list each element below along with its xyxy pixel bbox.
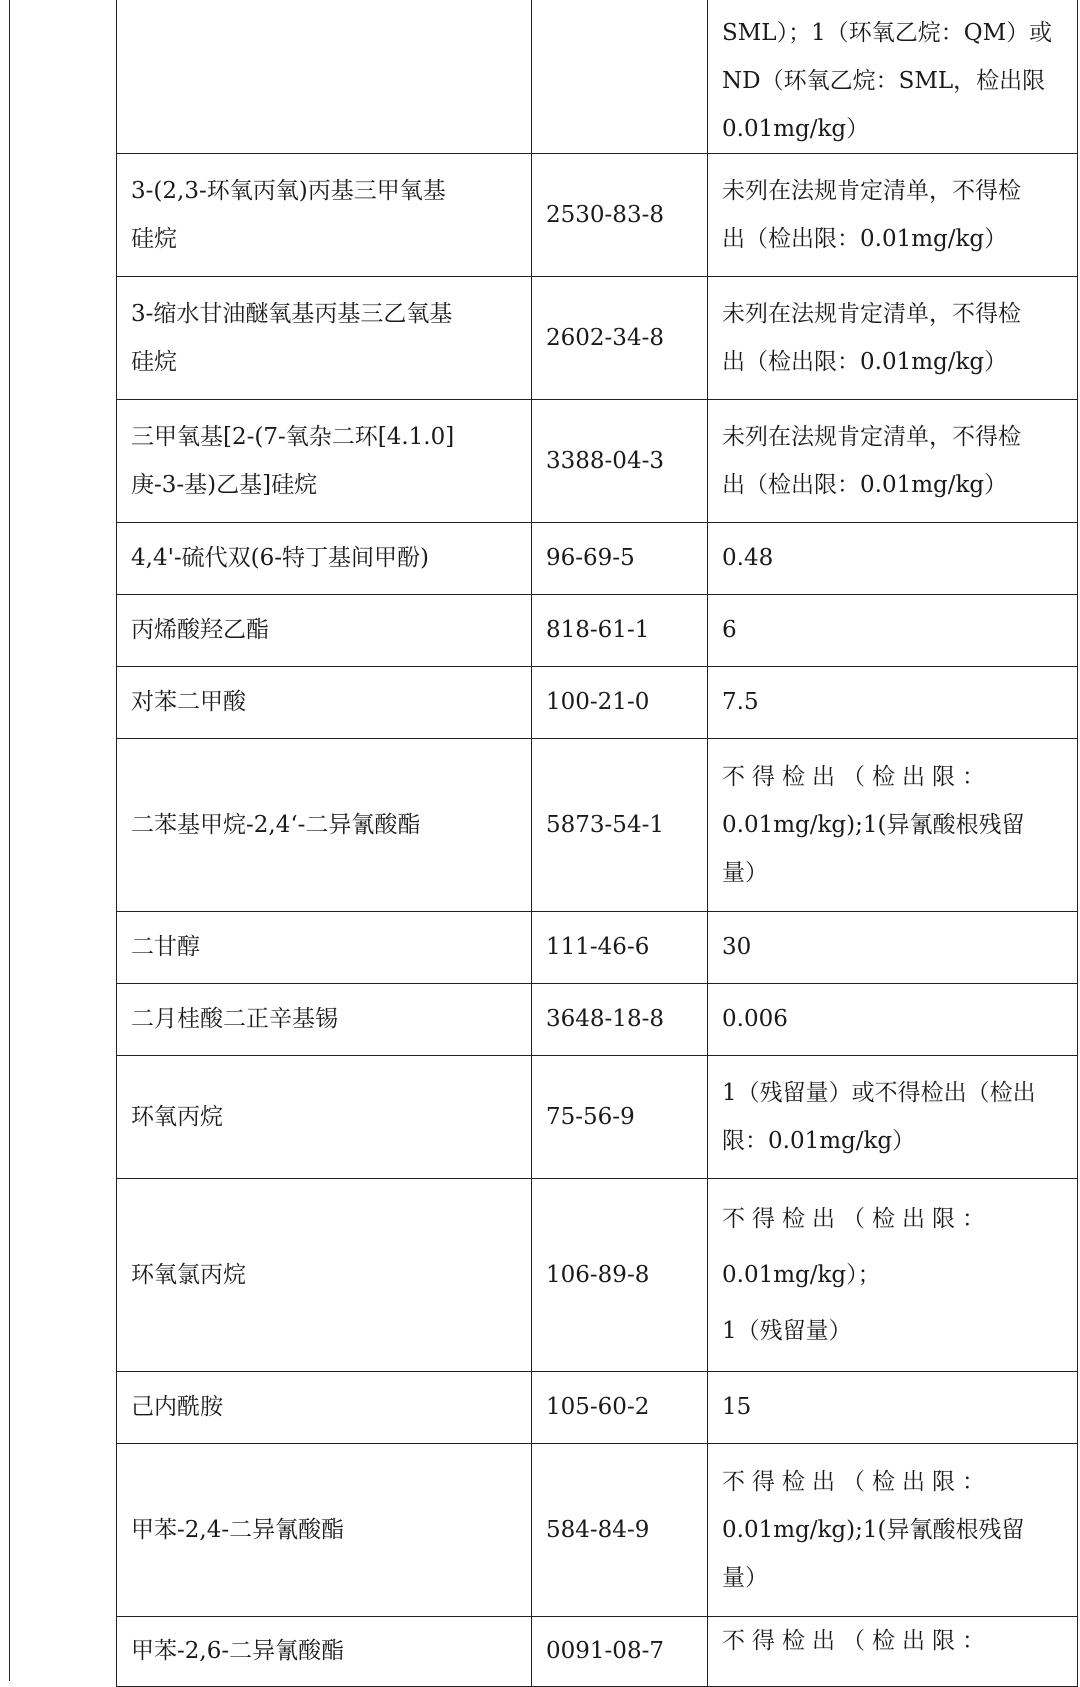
limit-line: 未列在法规肯定清单，不得检: [722, 177, 1021, 204]
limit-line: 出（检出限：0.01mg/kg）: [722, 348, 1008, 375]
limit-line: 不得检出（检出限：: [722, 1205, 992, 1232]
cas-number-cell: 3388-04-3: [532, 399, 708, 522]
table-row: [117, 1616, 1078, 1686]
limit-line: 7.5: [722, 689, 759, 715]
limit-line: 限：0.01mg/kg）: [722, 1127, 916, 1154]
limit-line: 15: [722, 1394, 752, 1420]
limit-cell: [708, 276, 1078, 399]
limit-cell: [708, 153, 1078, 276]
cas-number-cell: 106-89-8: [532, 1178, 708, 1371]
substance-limits-table: [116, 0, 1078, 1687]
limit-line: 0.48: [722, 545, 774, 571]
limit-line: 量）: [722, 1564, 768, 1591]
limit-cell: [708, 522, 1078, 594]
substance-name-line: 甲苯-2,6-二异氰酸酯: [131, 1638, 345, 1664]
substance-name-line: 硅烷: [131, 225, 177, 252]
substance-name-line: 硅烷: [131, 348, 177, 375]
limit-cell: [708, 1055, 1078, 1178]
limit-line: 未列在法规肯定清单，不得检: [722, 300, 1021, 327]
table-row: [117, 522, 1078, 594]
limit-line: 30: [722, 934, 752, 960]
limit-line: 0.006: [722, 1006, 788, 1032]
substance-name-line: 二苯基甲烷-2,4‘-二异氰酸酯: [131, 811, 421, 838]
limit-cell: [708, 1616, 1078, 1686]
table-row: [117, 399, 1078, 522]
substance-name-cell: [117, 1443, 532, 1616]
cas-number-cell: [532, 0, 708, 153]
limit-line: 0.01mg/kg);1(异氰酸根残留: [722, 811, 1025, 838]
limit-line: 出（检出限：0.01mg/kg）: [722, 471, 1008, 498]
table-row: [117, 666, 1078, 738]
table-row: [117, 0, 1078, 153]
limit-line: 0.01mg/kg);1(异氰酸根残留: [722, 1516, 1025, 1543]
substance-name-line: 3-缩水甘油醚氧基丙基三乙氧基: [131, 300, 453, 327]
limit-cell: [708, 983, 1078, 1055]
cas-number-cell: 105-60-2: [532, 1371, 708, 1443]
cas-number-cell: 3648-18-8: [532, 983, 708, 1055]
substance-name-cell: [117, 911, 532, 983]
cas-number-cell: 2530-83-8: [532, 153, 708, 276]
substance-name-line: 环氧丙烷: [131, 1103, 223, 1130]
table-row: [117, 1178, 1078, 1371]
limit-cell: [708, 911, 1078, 983]
substance-name-line: 甲苯-2,4-二异氰酸酯: [131, 1516, 345, 1543]
limit-line: 1（残留量）: [722, 1317, 852, 1344]
cas-number-cell: 75-56-9: [532, 1055, 708, 1178]
substance-name-line: 三甲氧基[2-(7-氧杂二环[4.1.0]: [131, 423, 455, 450]
limit-line: SML）；1（环氧乙烷：QM）或: [722, 19, 1053, 46]
table-body: [117, 0, 1078, 1686]
limit-line: 0.01mg/kg）；: [722, 1261, 881, 1288]
table-row: [117, 594, 1078, 666]
substance-name-cell: [117, 1178, 532, 1371]
limit-line: 不得检出（检出限：: [722, 1627, 992, 1654]
limit-cell: [708, 666, 1078, 738]
substance-name-cell: [117, 738, 532, 911]
limit-line: 出（检出限：0.01mg/kg）: [722, 225, 1008, 252]
substance-name-line: 己内酰胺: [131, 1394, 223, 1420]
substance-name-cell: [117, 1055, 532, 1178]
limit-line: 6: [722, 617, 737, 643]
limit-cell: [708, 1371, 1078, 1443]
substance-name-line: 庚-3-基)乙基]硅烷: [131, 471, 318, 498]
cas-number-cell: 5873-54-1: [532, 738, 708, 911]
substance-name-cell: [117, 276, 532, 399]
page-left-border: [0, 0, 10, 1681]
cas-number-cell: 100-21-0: [532, 666, 708, 738]
substance-name-cell: [117, 1371, 532, 1443]
substance-name-line: 环氧氯丙烷: [131, 1261, 246, 1288]
limit-line: 不得检出（检出限：: [722, 1468, 992, 1495]
substance-name-cell: [117, 666, 532, 738]
substance-name-cell: [117, 522, 532, 594]
cas-number-cell: 0091-08-7: [532, 1616, 708, 1686]
table-row: [117, 911, 1078, 983]
table-row: [117, 1371, 1078, 1443]
cas-number-cell: 111-46-6: [532, 911, 708, 983]
table-row: [117, 153, 1078, 276]
table-row: [117, 1055, 1078, 1178]
substance-name-cell: [117, 0, 532, 153]
limit-line: 1（残留量）或不得检出（检出: [722, 1079, 1036, 1106]
substance-name-line: 4,4'-硫代双(6-特丁基间甲酚): [131, 545, 430, 571]
table-row: [117, 276, 1078, 399]
table-row: [117, 1443, 1078, 1616]
substance-name-line: 二月桂酸二正辛基锡: [131, 1006, 338, 1032]
limit-cell: [708, 1443, 1078, 1616]
limit-line: 不得检出（检出限：: [722, 763, 992, 790]
cas-number-cell: 2602-34-8: [532, 276, 708, 399]
substance-name-line: 二甘醇: [131, 934, 200, 960]
cas-number-cell: 584-84-9: [532, 1443, 708, 1616]
table-row: [117, 983, 1078, 1055]
substance-name-cell: [117, 153, 532, 276]
limit-cell: [708, 1178, 1078, 1371]
cas-number-cell: 818-61-1: [532, 594, 708, 666]
limit-line: 0.01mg/kg）: [722, 115, 870, 142]
limit-cell: [708, 399, 1078, 522]
limit-line: 量）: [722, 859, 768, 886]
limit-cell: [708, 594, 1078, 666]
limit-cell: [708, 738, 1078, 911]
substance-name-line: 3-(2,3-环氧丙氧)丙基三甲氧基: [131, 177, 446, 204]
table-row: [117, 738, 1078, 911]
limit-line: 未列在法规肯定清单，不得检: [722, 423, 1021, 450]
substance-name-cell: [117, 1616, 532, 1686]
cas-number-cell: 96-69-5: [532, 522, 708, 594]
substance-name-cell: [117, 399, 532, 522]
substance-name-cell: [117, 983, 532, 1055]
limit-line: ND（环氧乙烷：SML，检出限: [722, 67, 1046, 94]
limit-cell: [708, 0, 1078, 153]
substance-name-cell: [117, 594, 532, 666]
substance-name-line: 丙烯酸羟乙酯: [131, 617, 269, 643]
substance-name-line: 对苯二甲酸: [131, 689, 246, 715]
